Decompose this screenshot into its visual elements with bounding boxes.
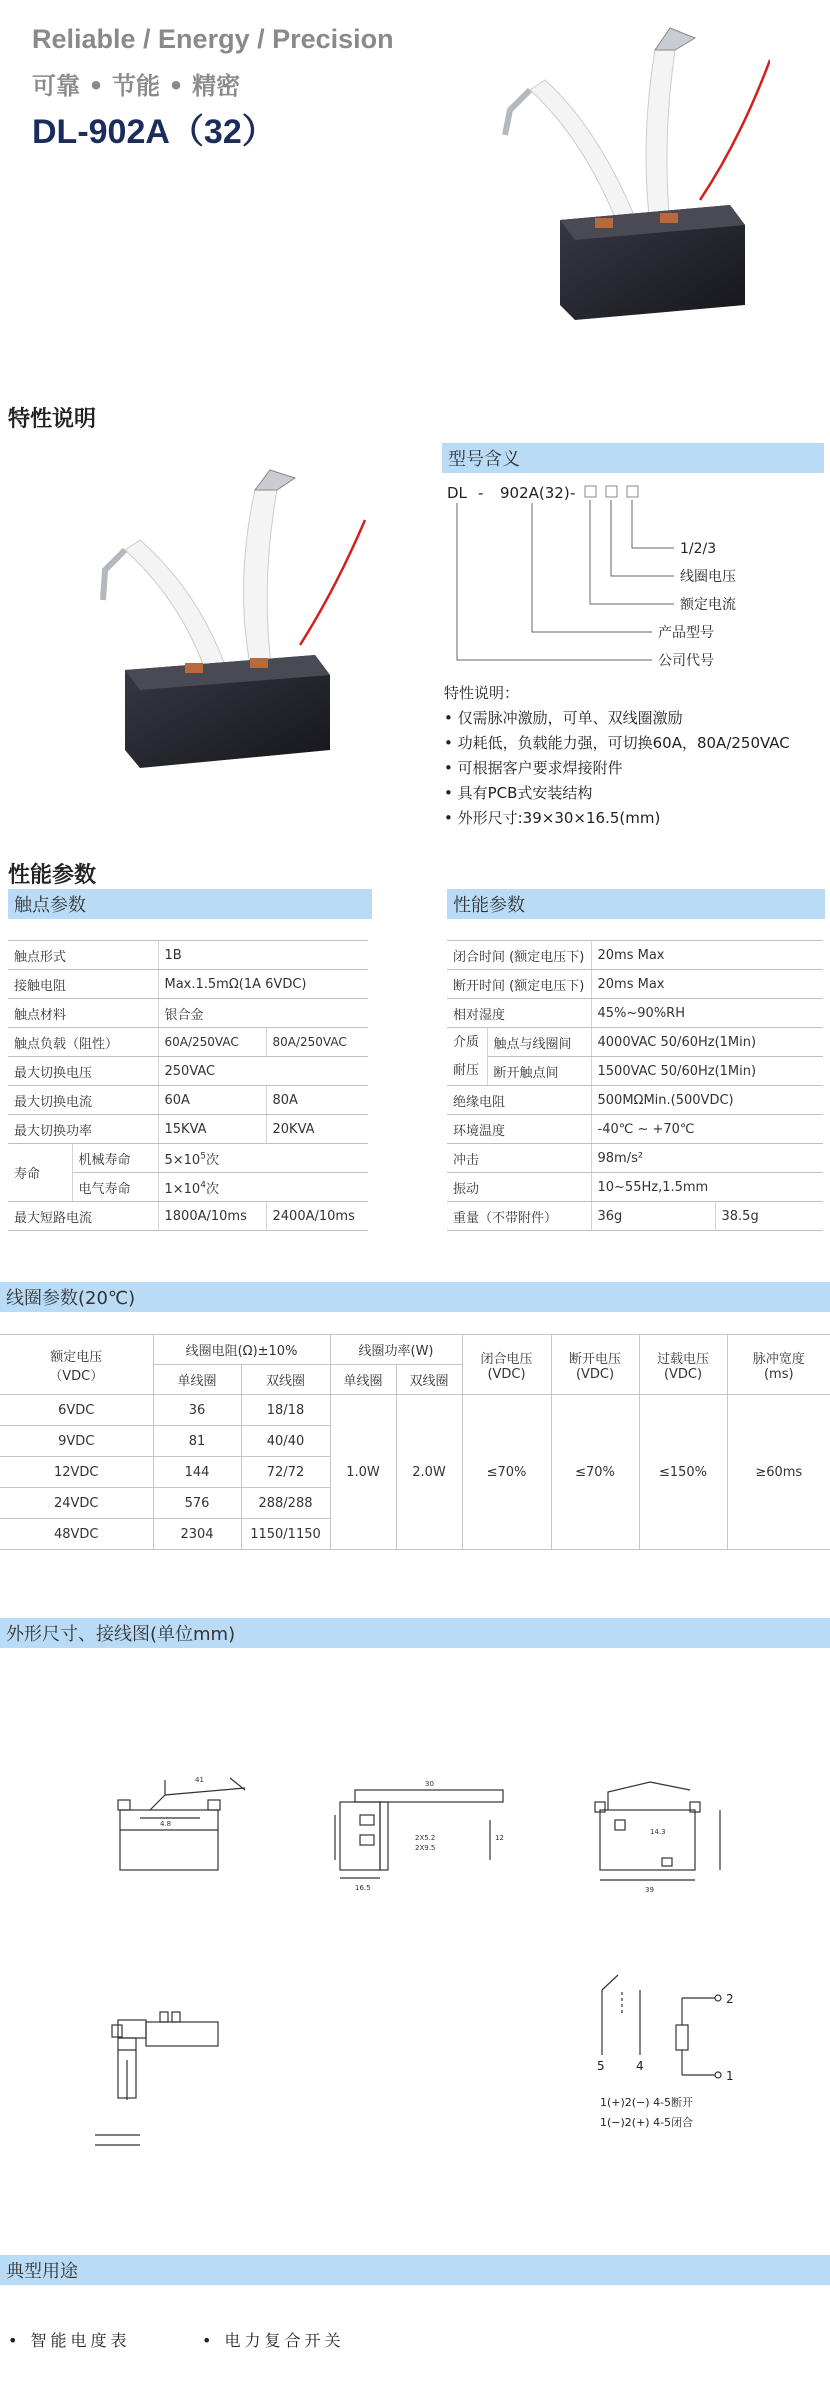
code-box-3 xyxy=(627,486,638,497)
table-row: 触点形式 1B xyxy=(8,941,368,970)
code-label-product-model: 产品型号 xyxy=(658,625,714,641)
usage-bar xyxy=(0,2255,830,2285)
general-params-title: 性能参数 xyxy=(453,895,525,916)
header-pulse-width: 脉冲宽度 (ms) xyxy=(727,1335,830,1395)
table-row: 振动 10~55Hz,1.5mm xyxy=(447,1173,823,1202)
table-row: 12VDC 144 72/72 xyxy=(0,1457,830,1488)
table-row: 相对湿度 45%~90%RH xyxy=(447,999,823,1028)
hero-model-title: DL-902A（32） xyxy=(32,113,276,151)
hero-tagline-cn: 可靠 • 节能 • 精密 xyxy=(32,72,241,100)
code-box-2 xyxy=(606,486,617,497)
usage-title: 典型用途 xyxy=(6,2261,78,2282)
code-label-coil-voltage: 线圈电压 xyxy=(680,569,736,585)
dim-label-143: 14.3 xyxy=(650,1828,666,1836)
hero-product-image xyxy=(470,20,770,350)
table-row: 寿命 机械寿命 $5\times 10^5$次 xyxy=(8,1144,368,1173)
code-label-company-code: 公司代号 xyxy=(658,653,714,669)
wiring-note-2: 1(−)2(+) 4-5闭合 xyxy=(600,2116,694,2129)
table-row: 触点材料 银合金 xyxy=(8,999,368,1028)
dim-label-48: 4.8 xyxy=(160,1820,172,1828)
dimensions-bar xyxy=(0,1618,830,1648)
performance-section-title: 性能参数 xyxy=(8,863,97,888)
header-over-voltage: 过载电压 (VDC) xyxy=(639,1335,727,1395)
table-row: 断开触点间 1500VAC 50/60Hz(1Min) xyxy=(447,1057,823,1086)
coil-params-table: 额定电压 （VDC） 线圈电阻(Ω)±10% 线圈功率(W) 闭合电压 (VDC) 断开电压 (VDC) 过载电压 (VDC) 脉冲宽度 (ms) 单线圈 双线圈 单线圈 双线圈 6VDC 36 18/18 1.0W 2.0W ≤70% ≤70% ≤150% ≥60ms 9VDC 81 40/40 12VDC 144 72/72 24VDC 576 288/288 48VDC 2304 1150/1150 xyxy=(0,1334,830,1550)
contact-params-table xyxy=(8,940,368,1231)
table-row: 重量（不带附件） 36g 38.5g xyxy=(447,1202,823,1231)
dim-label-39: 39 xyxy=(645,1886,654,1894)
table-row: 断开时间 (额定电压下) 20ms Max xyxy=(447,970,823,999)
feature-item: • 外形尺寸:39×30×16.5(mm) xyxy=(444,809,661,827)
table-row: 闭合时间 (额定电压下) 20ms Max xyxy=(447,941,823,970)
table-row: 绝缘电阻 500MΩMin.(500VDC) xyxy=(447,1086,823,1115)
dim-label-41: 41 xyxy=(195,1776,204,1784)
dim-label-12: 12 xyxy=(495,1834,504,1842)
code-dash-2: - xyxy=(570,484,576,502)
usage-item: • 电力复合开关 xyxy=(202,2331,345,2350)
code-model: 902A(32) xyxy=(500,484,570,502)
feature-item: • 具有PCB式安装结构 xyxy=(444,784,593,802)
wiring-note-1: 1(+)2(−) 4-5断开 xyxy=(600,2096,694,2109)
table-row: 24VDC 576 288/288 xyxy=(0,1488,830,1519)
table-row: 最大切换功率 15KVA 20KVA xyxy=(8,1115,368,1144)
feature-list xyxy=(444,681,824,831)
pin-label-4: 4 xyxy=(636,2059,644,2073)
code-dash-1: - xyxy=(478,484,484,502)
code-label-rated-current: 额定电流 xyxy=(680,597,736,613)
feature-list-title: 特性说明： xyxy=(444,684,520,702)
feature-item: • 功耗低，负载能力强，可切换60A，80A/250VAC xyxy=(444,734,790,752)
dimension-drawings xyxy=(0,1760,830,2180)
feature-product-image xyxy=(85,450,385,800)
contact-params-bar xyxy=(8,889,372,919)
pin-label-5: 5 xyxy=(597,2059,605,2073)
pin-label-2: 2 xyxy=(726,1992,734,2006)
table-row: 接触电阻 Max.1.5mΩ(1A 6VDC) xyxy=(8,970,368,999)
code-box-1 xyxy=(585,486,596,497)
table-row: 9VDC 81 40/40 xyxy=(0,1426,830,1457)
header-close-voltage: 闭合电压 (VDC) xyxy=(462,1335,551,1395)
features-section-title: 特性说明 xyxy=(8,407,97,432)
code-prefix: DL xyxy=(447,484,467,502)
header-open-voltage: 断开电压 (VDC) xyxy=(551,1335,639,1395)
model-meaning-bar xyxy=(442,443,824,473)
contact-params-title: 触点参数 xyxy=(14,895,86,916)
dim-label-165: 16.5 xyxy=(355,1884,371,1892)
header-resistance: 线圈电阻(Ω)±10% xyxy=(153,1335,330,1365)
table-row: 最大切换电压 250VAC xyxy=(8,1057,368,1086)
usage-item: • 智能电度表 xyxy=(8,2331,131,2350)
header-power: 线圈功率(W) xyxy=(330,1335,462,1365)
model-code-diagram xyxy=(442,478,822,678)
pin-label-1: 1 xyxy=(726,2069,734,2083)
table-row: 最大切换电流 60A 80A xyxy=(8,1086,368,1115)
general-params-bar xyxy=(447,889,825,919)
code-label-variant: 1/2/3 xyxy=(680,541,717,557)
dim-label-295: 2X5.2 xyxy=(415,1834,436,1842)
general-params-table xyxy=(447,940,823,1231)
dim-label-29: 2X9.5 xyxy=(415,1844,436,1852)
dimensions-title: 外形尺寸、接线图(单位mm) xyxy=(6,1624,236,1645)
feature-item: • 可根据客户要求焊接附件 xyxy=(444,759,623,777)
table-row: 介质 耐压 触点与线圈间 4000VAC 50/60Hz(1Min) xyxy=(447,1028,823,1057)
feature-item: • 仅需脉冲激励，可单、双线圈激励 xyxy=(444,709,683,727)
coil-params-bar xyxy=(0,1282,830,1312)
table-row: 48VDC 2304 1150/1150 xyxy=(0,1519,830,1550)
table-row: 6VDC 36 18/18 1.0W 2.0W ≤70% ≤70% ≤150% ≥60ms xyxy=(0,1395,830,1426)
table-row: 环境温度 -40℃ ~ +70℃ xyxy=(447,1115,823,1144)
table-row: 触点负载（阻性） 60A/250VAC 80A/250VAC xyxy=(8,1028,368,1057)
table-row: 冲击 98m/s² xyxy=(447,1144,823,1173)
coil-params-title: 线圈参数(20℃) xyxy=(6,1288,136,1309)
table-row: 最大短路电流 1800A/10ms 2400A/10ms xyxy=(8,1202,368,1231)
header-rated-voltage: 额定电压 （VDC） xyxy=(0,1335,153,1395)
model-meaning-title: 型号含义 xyxy=(448,449,520,470)
table-row: 电气寿命 $1\times 10^4$次 xyxy=(8,1173,368,1202)
dim-label-30: 30 xyxy=(425,1780,434,1788)
hero-tagline-en: Reliable / Energy / Precision xyxy=(32,24,394,54)
